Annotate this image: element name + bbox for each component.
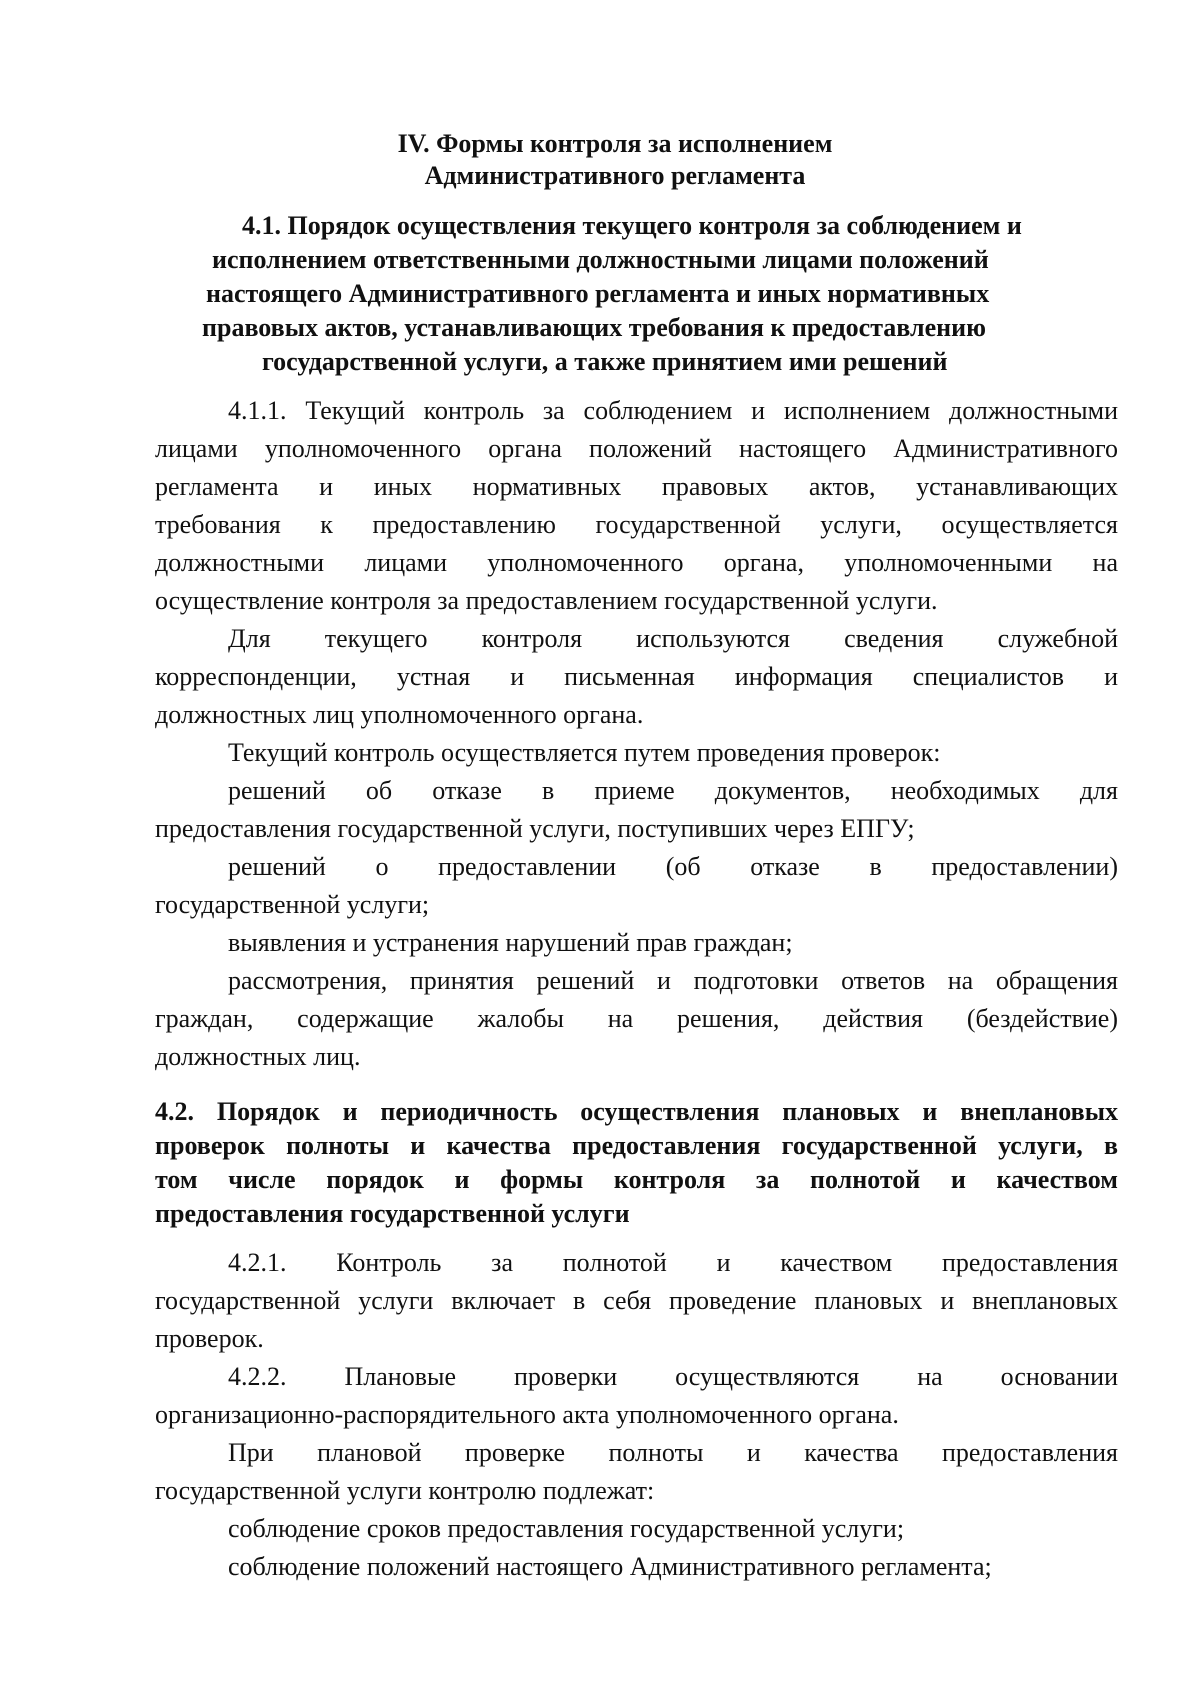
sub41-line-6: осуществление контроля за предоставлением государственной услуги.	[155, 586, 938, 615]
sub41-heading-line-5: государственной услуги, а также принятием ими решений	[262, 347, 948, 376]
sub41-heading-line-2: исполнением ответственными должностными лицами положений	[212, 245, 989, 274]
sub42-line-3: проверок.	[155, 1324, 264, 1353]
section-title-line-1: IV. Формы контроля за исполнением	[397, 129, 833, 158]
sub41-line-12: предоставления государственной услуги, поступивших через ЕПГУ;	[155, 814, 915, 843]
sub42-line-7: государственной услуги контролю подлежат:	[155, 1476, 655, 1505]
sub41-line-18: должностных лиц.	[155, 1042, 361, 1071]
sub41-line-3: регламента и иных нормативных правовых актов, устанавливающих	[155, 472, 1118, 501]
sub41-line-9: должностных лиц уполномоченного органа.	[155, 700, 644, 729]
section-title-line-2: Административного регламента	[424, 161, 806, 190]
sub42-line-1: 4.2.1. Контроль за полнотой и качеством предоставления	[228, 1248, 1118, 1277]
sub41-line-5: должностными лицами уполномоченного органа, уполномоченными на	[155, 548, 1118, 577]
sub41-line-15: выявления и устранения нарушений прав граждан;	[228, 928, 793, 957]
sub41-line-17: граждан, содержащие жалобы на решения, действия (бездействие)	[155, 1004, 1118, 1033]
sub42-line-2: государственной услуги включает в себя проведение плановых и внеплановых	[155, 1286, 1118, 1315]
sub41-line-14: государственной услуги;	[155, 890, 430, 919]
sub41-line-13: решений о предоставлении (об отказе в предоставлении)	[228, 852, 1118, 881]
sub41-line-11: решений об отказе в приеме документов, необходимых для	[228, 776, 1118, 805]
sub42-line-4: 4.2.2. Плановые проверки осуществляются на основании	[228, 1362, 1118, 1391]
sub41-line-16: рассмотрения, принятия решений и подготовки ответов на обращения	[228, 966, 1118, 995]
sub42-line-5: организационно-распорядительного акта уполномоченного органа.	[155, 1400, 899, 1429]
sub42-heading-line-1: 4.2. Порядок и периодичность осуществления плановых и внеплановых	[155, 1097, 1118, 1126]
sub41-line-4: требования к предоставлению государственной услуги, осуществляется	[155, 510, 1118, 539]
sub41-line-2: лицами уполномоченного органа положений настоящего Административного	[155, 434, 1118, 463]
sub41-heading-line-4: правовых актов, устанавливающих требования к предоставлению	[202, 313, 986, 342]
sub41-line-8: корреспонденции, устная и письменная информация специалистов и	[155, 662, 1118, 691]
sub42-line-8: соблюдение сроков предоставления государственной услуги;	[228, 1514, 905, 1543]
sub41-line-7: Для текущего контроля используются сведения служебной	[228, 624, 1118, 653]
sub41-heading-line-1: 4.1. Порядок осуществления текущего контроля за соблюдением и	[242, 211, 1022, 240]
sub42-heading-line-2: проверок полноты и качества предоставления государственной услуги, в	[155, 1131, 1118, 1160]
sub42-line-9: соблюдение положений настоящего Административного регламента;	[228, 1552, 992, 1581]
sub42-line-6: При плановой проверке полноты и качества предоставления	[228, 1438, 1118, 1467]
sub41-line-1: 4.1.1. Текущий контроль за соблюдением и исполнением должностными	[228, 396, 1118, 425]
sub41-heading-line-3: настоящего Административного регламента и иных нормативных	[206, 279, 990, 308]
sub42-heading-line-3: том числе порядок и формы контроля за полнотой и качеством	[155, 1165, 1118, 1194]
sub42-heading-line-4: предоставления государственной услуги	[155, 1199, 630, 1228]
sub41-line-10: Текущий контроль осуществляется путем проведения проверок:	[228, 738, 941, 767]
